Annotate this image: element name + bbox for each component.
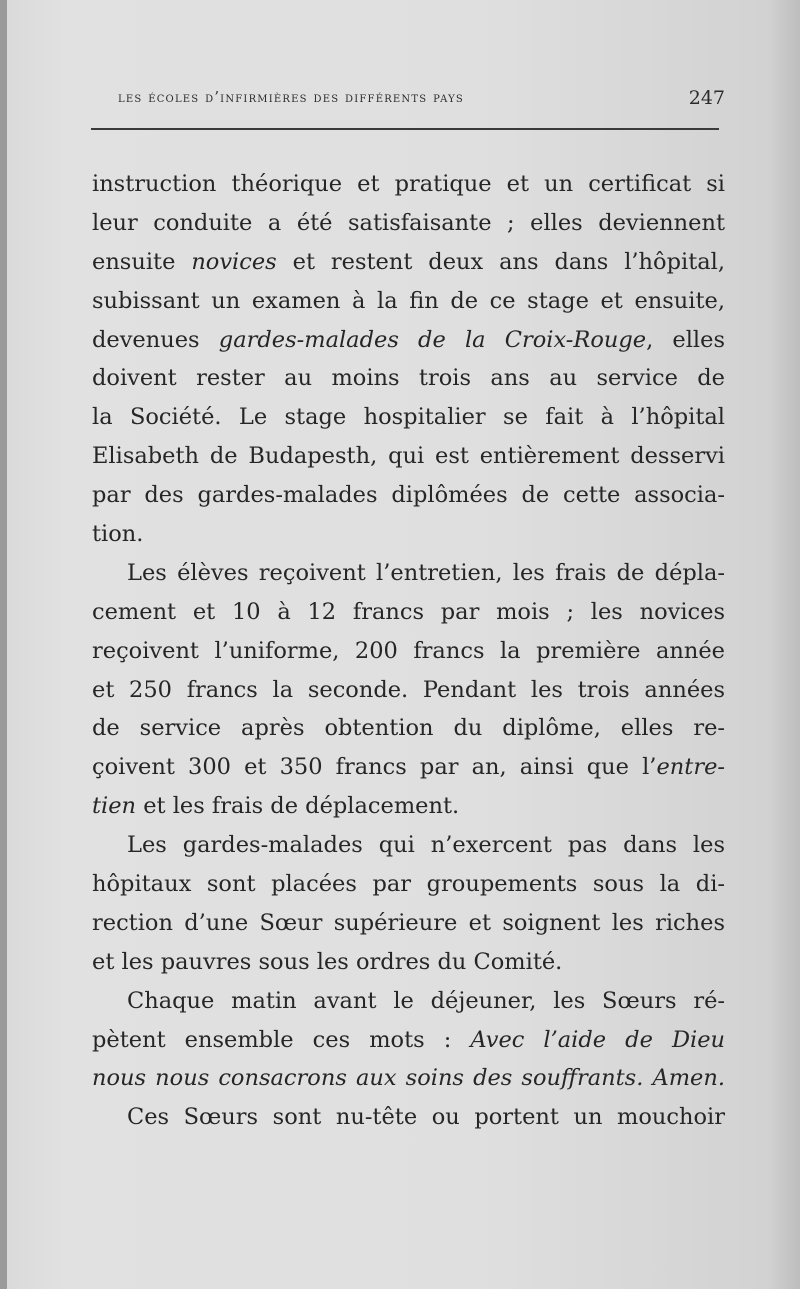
text-segment: et 250 francs la seconde. Pendant les trois années bbox=[92, 676, 725, 703]
italic-text: novices bbox=[191, 248, 277, 275]
text-line bbox=[92, 165, 725, 204]
text-line bbox=[92, 748, 725, 787]
text-segment: et restent deux ans dans l’hôpital, bbox=[276, 248, 725, 275]
text-line bbox=[92, 709, 725, 748]
body-text bbox=[92, 165, 725, 1137]
text-line bbox=[92, 632, 725, 671]
text-segment: la Société. Le stage hospitalier se fait à l’hôpital bbox=[92, 404, 725, 431]
text-segment: , elles bbox=[646, 326, 725, 353]
text-segment: leur conduite a été satisfaisante ; elles deviennent bbox=[92, 209, 725, 236]
text-segment: doivent rester au moins trois ans au service de bbox=[92, 365, 725, 392]
text-line bbox=[92, 243, 725, 282]
running-header bbox=[92, 86, 725, 112]
text-line bbox=[92, 282, 725, 321]
italic-text: entre- bbox=[656, 754, 725, 781]
text-line bbox=[92, 671, 725, 710]
text-segment: reçoivent l’uniforme, 200 francs la première année bbox=[92, 637, 725, 664]
text-segment: Les élèves reçoivent l’entretien, les frais de dépla- bbox=[127, 559, 725, 586]
text-segment: et les pauvres sous les ordres du Comité. bbox=[92, 948, 563, 975]
text-line bbox=[92, 515, 725, 554]
text-segment: pètent ensemble ces mots : bbox=[92, 1026, 471, 1053]
text-segment: Les gardes-malades qui n’exercent pas dans les bbox=[127, 832, 725, 859]
text-segment: cement et 10 à 12 francs par mois ; les novices bbox=[92, 598, 725, 625]
text-line bbox=[92, 204, 725, 243]
italic-text: tien bbox=[92, 793, 137, 820]
page-edge-shadow bbox=[0, 0, 7, 1289]
text-line bbox=[92, 982, 725, 1021]
text-line bbox=[92, 437, 725, 476]
text-segment: çoivent 300 et 350 francs par an, ainsi que l’ bbox=[92, 754, 657, 781]
text-segment: Elisabeth de Budapesth, qui est entièrement desservi bbox=[92, 443, 725, 470]
running-title: les écoles d’infirmières des différents pays bbox=[118, 90, 464, 106]
italic-text: Avec l’aide de Dieu bbox=[470, 1026, 725, 1053]
text-segment: hôpitaux sont placées par groupements sous la di- bbox=[92, 871, 725, 898]
text-line bbox=[92, 321, 725, 360]
text-line bbox=[92, 476, 725, 515]
text-line bbox=[92, 787, 725, 826]
text-line bbox=[92, 865, 725, 904]
text-segment: subissant un examen à la fin de ce stage et ensuite, bbox=[92, 287, 725, 314]
text-line bbox=[92, 904, 725, 943]
text-segment: de service après obtention du diplôme, elles re- bbox=[92, 715, 725, 742]
text-line bbox=[92, 943, 725, 982]
text-line bbox=[92, 593, 725, 632]
text-segment: Ces Sœurs sont nu-tête ou portent un mouchoir bbox=[127, 1104, 725, 1131]
italic-text: gardes-malades de la Croix-Rouge bbox=[218, 326, 647, 353]
text-line bbox=[92, 398, 725, 437]
text-segment: et les frais de déplacement. bbox=[136, 793, 460, 820]
italic-text: nous nous consacrons aux soins des souffrants. Amen. bbox=[92, 1065, 725, 1092]
text-line bbox=[92, 826, 725, 865]
text-segment: tion. bbox=[92, 521, 144, 548]
text-segment: devenues bbox=[92, 326, 219, 353]
text-line bbox=[92, 1021, 725, 1060]
text-segment: Chaque matin avant le déjeuner, les Sœurs ré- bbox=[127, 987, 725, 1014]
text-line bbox=[92, 1059, 725, 1098]
page-number: 247 bbox=[688, 87, 725, 109]
header-rule bbox=[91, 128, 719, 130]
text-line bbox=[92, 1098, 725, 1137]
text-segment: par des gardes-malades diplômées de cette associa- bbox=[92, 482, 725, 509]
text-segment: ensuite bbox=[92, 248, 192, 275]
text-segment: rection d’une Sœur supérieure et soignent les riches bbox=[92, 909, 725, 936]
text-line bbox=[92, 554, 725, 593]
text-segment: instruction théorique et pratique et un certificat si bbox=[92, 171, 725, 197]
text-line bbox=[92, 359, 725, 398]
